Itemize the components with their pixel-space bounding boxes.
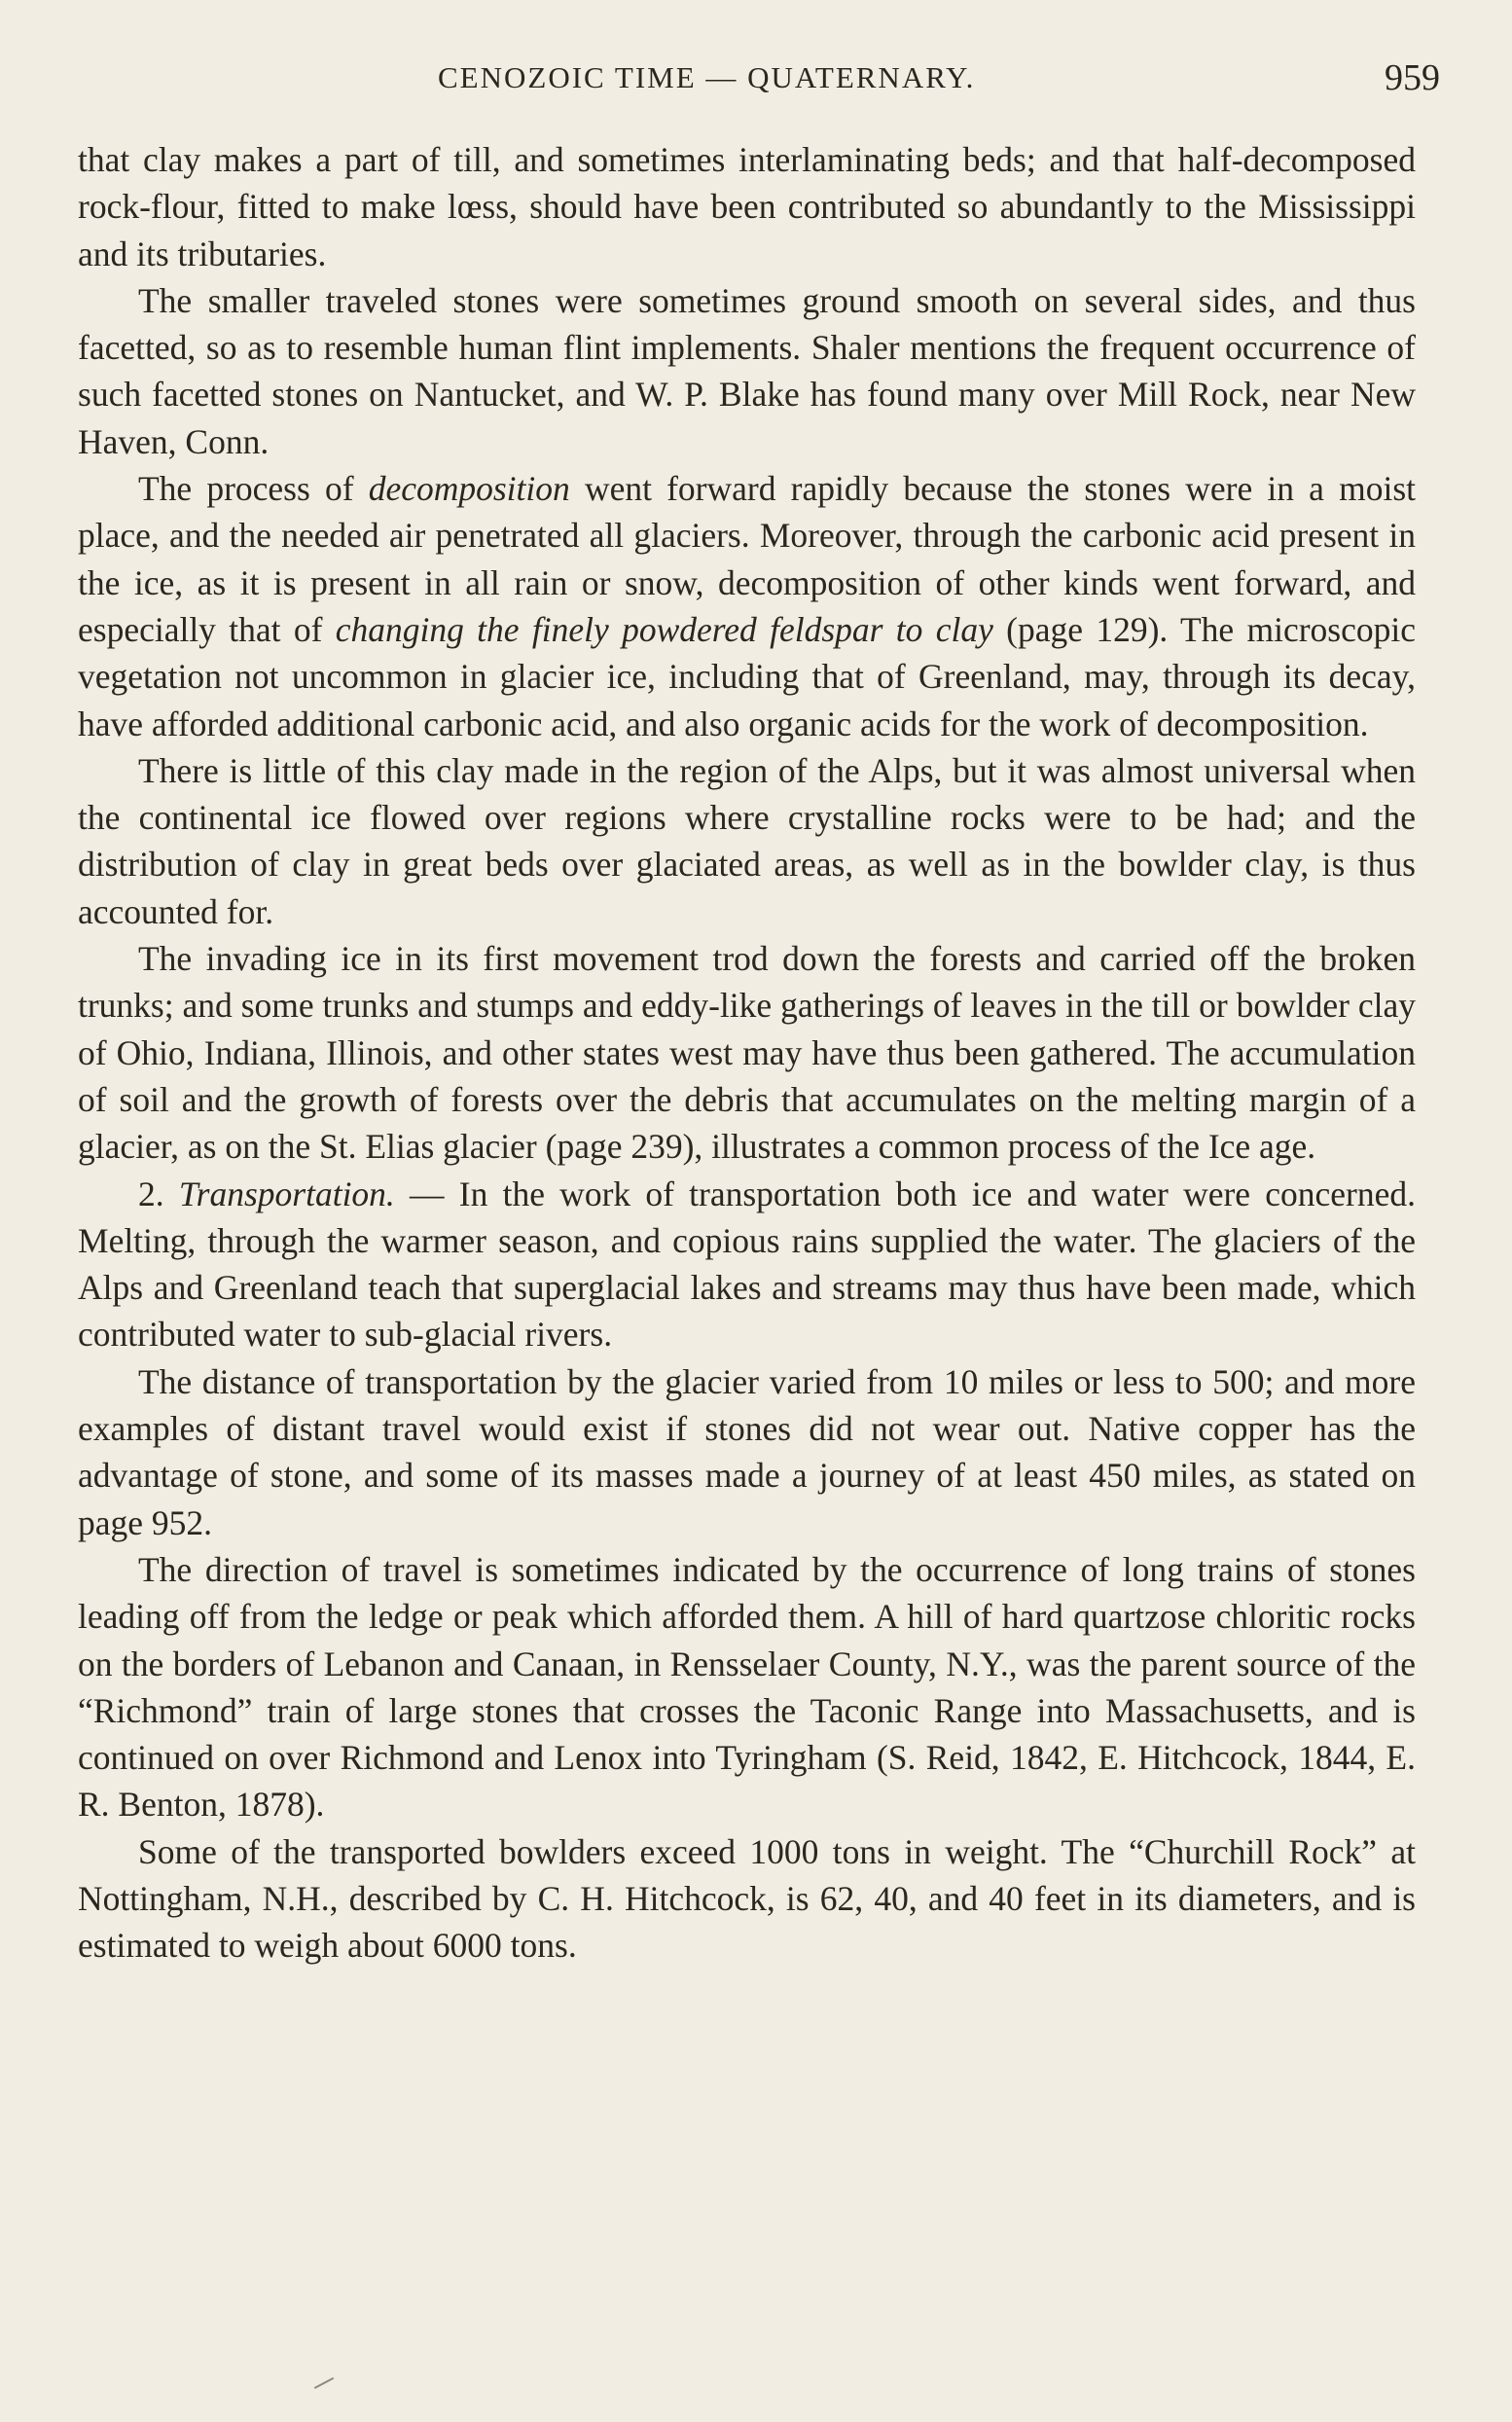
italic-run: Transportation. xyxy=(178,1174,395,1213)
text-run: (page 129). The microscopic vegetation not uncommon in glacier ice, including that of Greenland, may, through its decay, have afforded additional carbonic acid, and also organic acids for the work of decomposition. xyxy=(78,609,1416,743)
text-run: went forward rapidly because the stones were in a moist place, and the needed air penetrated all glaciers. Moreover, through the carbonic acid present in the ice, as it is present in all rain or snow, decomposition of other kinds went forward, and especially that of xyxy=(78,469,1416,649)
italic-run: decomposition xyxy=(368,469,570,509)
paragraph xyxy=(78,1546,1416,1828)
paragraph xyxy=(78,1358,1416,1546)
paragraph xyxy=(78,1828,1416,1970)
italic-run: changing the finely powdered feldspar to clay xyxy=(335,609,993,649)
text-run: The distance of transportation by the glacier varied from 10 miles or less to 500; and more examples of distant travel would exist if stones did not wear out. Native copper has the advantage of stone, and some of its masses made a journey of at least 450 miles, as stated on page 952. xyxy=(78,1361,1416,1542)
text-run: The invading ice in its first movement trod down the forests and carried off the broken trunks; and some trunks and stumps and eddy-like gatherings of leaves in the till or bowlder clay of Ohio, Indiana, Illinois, and other states west may have thus been gathered. The accumulation of soil and the growth of forests over the debris that accumulates on the melting margin of a glacier, as on the St. Elias glacier (page 239), illustrates a common process of the Ice age. xyxy=(78,939,1416,1167)
page-number: 959 xyxy=(1385,57,1440,98)
text-run: The smaller traveled stones were sometimes ground smooth on several sides, and thus facetted, so as to resemble human flint implements. Shaler mentions the frequent occurrence of such facetted stones on Nantucket, and W. P. Blake has found many over Mill Rock, near New Haven, Conn. xyxy=(78,280,1416,461)
paragraph xyxy=(78,277,1416,465)
text-run: There is little of this clay made in the region of the Alps, but it was almost universal when the continental ice flowed over regions where crystalline rocks were to be had; and the distribution of clay in great beds over glaciated areas, as well as in the bowlder clay, is thus accounted for. xyxy=(78,750,1416,931)
paragraph xyxy=(78,935,1416,1170)
text-run: Some of the transported bowlders exceed 1000 tons in weight. The “Churchill Rock” at Nottingham, N.H., described by C. H. Hitchcock, is 62, 40, and 40 feet in its diameters, and is estimated to weigh about 6000 tons. xyxy=(78,1831,1416,1966)
paragraph xyxy=(78,747,1416,935)
text-run: The direction of travel is sometimes indicated by the occurrence of long trains of stones leading off from the ledge or peak which afforded them. A hill of hard quartzose chloritic rocks on the borders of Lebanon and Canaan, in Rensselaer County, N.Y., was the parent source of the “Richmond” train of large stones that crosses the Taconic Range into Massachusetts, and is continued on over Richmond and Lenox into Tyringham (S. Reid, 1842, E. Hitchcock, 1844, E. R. Benton, 1878). xyxy=(78,1549,1416,1825)
stray-ink-mark xyxy=(314,2377,334,2389)
text-run: that clay makes a part of till, and sometimes interlaminating beds; and that half-decomposed rock-flour, fitted to make lœss, should have been contributed so abundantly to the Mississippi and its tributaries. xyxy=(78,140,1416,273)
text-run: 2. xyxy=(138,1174,179,1213)
paragraph xyxy=(78,1171,1416,1358)
paragraph xyxy=(78,136,1416,277)
running-title: CENOZOIC TIME — QUATERNARY. xyxy=(438,60,976,94)
body-text xyxy=(78,136,1416,1970)
text-run: The process of xyxy=(138,469,369,509)
paragraph xyxy=(78,465,1416,747)
text-run: — In the work of transportation both ice and water were concerned. Melting, through the warmer season, and copious rains supplied the water. The glaciers of the Alps and Greenland teach that superglacial lakes and streams may thus have been made, which contributed water to sub-glacial rivers. xyxy=(78,1174,1417,1355)
running-head xyxy=(78,57,1440,109)
